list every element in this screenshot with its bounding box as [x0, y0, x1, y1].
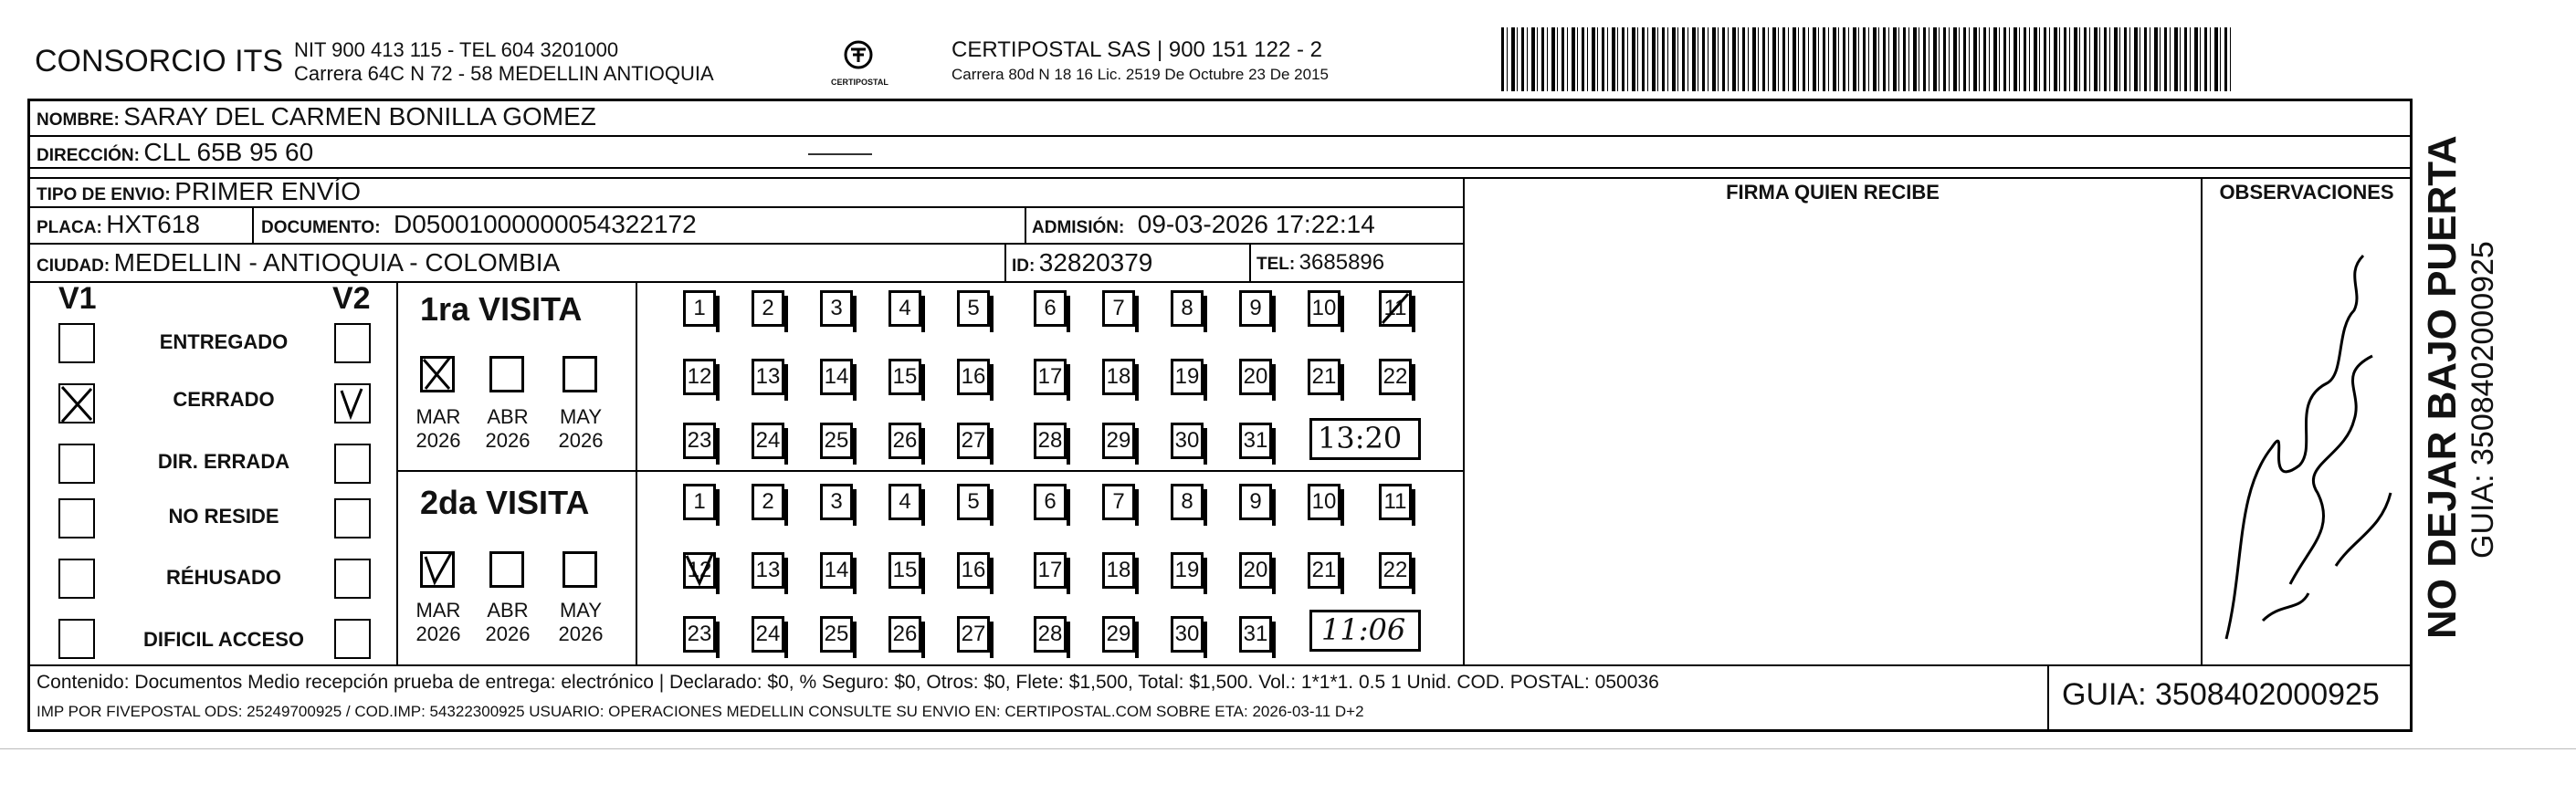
divider [1249, 243, 1251, 281]
documento-value: D05001000000054322172 [394, 210, 697, 238]
v2-checkbox-cerrado[interactable] [334, 383, 371, 423]
reason-no-reside: NO RESIDE [168, 505, 279, 528]
v2-checkbox-dir-errada[interactable] [334, 444, 371, 484]
first-visit-title: 1ra VISITA [420, 290, 583, 328]
first-visit-day-box[interactable]: 28 [1034, 423, 1067, 459]
second-visit-day-box[interactable]: 11 [1379, 484, 1412, 520]
first-visit-time-value: 13:20 [1318, 421, 1403, 455]
second-visit-day-box[interactable]: 26 [888, 616, 921, 653]
v2-checkbox-rehusado[interactable] [334, 559, 371, 599]
second-visit-day-box[interactable]: 20 [1239, 552, 1272, 589]
address-mark [808, 153, 872, 155]
tipo-value: PRIMER ENVÍO [174, 177, 362, 205]
month-label-mar-2: MAR 2026 [415, 599, 461, 645]
second-visit-day-box[interactable]: 17 [1034, 552, 1067, 589]
divider [27, 177, 2413, 179]
observaciones-header: OBSERVACIONES [2219, 181, 2394, 204]
first-visit-day-box[interactable]: 16 [957, 359, 990, 395]
first-visit-day-box[interactable]: 23 [683, 423, 716, 459]
side-guia: GUIA: 3508402000925 [2466, 241, 2500, 559]
divider [27, 206, 1465, 208]
id-label: ID: [1012, 256, 1036, 276]
v2-checkbox-entregado[interactable] [334, 323, 371, 363]
reason-entregado: ENTREGADO [159, 330, 289, 353]
first-visit-day-box[interactable]: 26 [888, 423, 921, 459]
divider [252, 206, 254, 243]
reason-cerrado: CERRADO [173, 388, 275, 411]
divider [1004, 243, 1006, 281]
second-visit-title: 2da VISITA [420, 484, 590, 521]
carrier-line: CERTIPOSTAL SAS | 900 151 122 - 2 [952, 37, 1322, 62]
first-visit-day-box[interactable]: 20 [1239, 359, 1272, 395]
month-box-mar-2[interactable] [420, 551, 455, 588]
first-visit-day-box[interactable]: 4 [888, 290, 921, 327]
reason-dificil-acceso: DIFICIL ACCESO [142, 628, 304, 651]
second-visit-day-box[interactable]: 6 [1034, 484, 1067, 520]
second-visit-day-box[interactable]: 4 [888, 484, 921, 520]
v1-checkbox-cerrado[interactable] [58, 383, 95, 423]
first-visit-day-box[interactable]: 18 [1102, 359, 1135, 395]
first-visit-day-box[interactable]: 3 [820, 290, 853, 327]
ciudad-row [37, 248, 560, 277]
second-visit-day-box[interactable]: 7 [1102, 484, 1135, 520]
second-visit-day-box[interactable]: 1 [683, 484, 716, 520]
second-visit-day-box[interactable]: 31 [1239, 616, 1272, 653]
first-visit-day-box[interactable]: 6 [1034, 290, 1067, 327]
v1-checkbox-no-reside[interactable] [58, 498, 95, 538]
second-visit-day-box[interactable]: 28 [1034, 616, 1067, 653]
second-visit-time-value: 11:06 [1321, 612, 1406, 647]
divider [398, 470, 1465, 472]
second-visit-day-box[interactable]: 12 [683, 552, 716, 589]
direccion-row [37, 138, 313, 167]
first-visit-day-box[interactable]: 2 [752, 290, 784, 327]
tel-row [1256, 250, 1384, 276]
second-visit-day-box[interactable]: 29 [1102, 616, 1135, 653]
second-visit-day-box[interactable]: 13 [752, 552, 784, 589]
reason-dir-errada: DIR. ERRADA [157, 450, 290, 473]
second-visit-day-box[interactable]: 3 [820, 484, 853, 520]
first-visit-day-box[interactable]: 21 [1308, 359, 1341, 395]
first-visit-time[interactable] [1309, 418, 1421, 460]
first-visit-day-box[interactable]: 13 [752, 359, 784, 395]
first-visit-day-box[interactable]: 22 [1379, 359, 1412, 395]
nombre-row [37, 102, 596, 131]
v2-checkbox-no-reside[interactable] [334, 498, 371, 538]
bottom-rule [0, 748, 2576, 749]
placa-label: PLACA: [37, 218, 102, 237]
v1-label: V1 [58, 281, 97, 316]
divider [2201, 177, 2203, 664]
first-visit-day-box[interactable]: 15 [888, 359, 921, 395]
first-visit-day-box[interactable]: 14 [820, 359, 853, 395]
second-visit-day-box[interactable]: 5 [957, 484, 990, 520]
month-box-may-1[interactable] [563, 356, 597, 392]
second-visit-day-box[interactable]: 16 [957, 552, 990, 589]
direccion-value: CLL 65B 95 60 [143, 138, 314, 166]
second-visit-day-box[interactable]: 24 [752, 616, 784, 653]
documento-row [261, 210, 697, 239]
first-visit-day-box[interactable]: 7 [1102, 290, 1135, 327]
divider [27, 167, 2413, 169]
first-visit-day-box[interactable]: 24 [752, 423, 784, 459]
first-visit-day-box[interactable]: 31 [1239, 423, 1272, 459]
month-label-abr-2: ABR 2026 [485, 599, 531, 645]
month-box-mar-1[interactable] [420, 356, 455, 392]
second-visit-day-box[interactable]: 18 [1102, 552, 1135, 589]
first-visit-day-box[interactable]: 8 [1171, 290, 1204, 327]
second-visit-day-box[interactable]: 30 [1171, 616, 1204, 653]
company-name: CONSORCIO ITS [35, 44, 284, 78]
divider [636, 281, 637, 664]
id-value: 32820379 [1038, 248, 1153, 277]
tipo-label: TIPO DE ENVIO: [37, 185, 171, 204]
first-visit-day-box[interactable]: 17 [1034, 359, 1067, 395]
nombre-label: NOMBRE: [37, 110, 120, 130]
first-visit-day-box[interactable]: 9 [1239, 290, 1272, 327]
reason-rehusado: RÉHUSADO [166, 566, 281, 589]
v2-checkbox-dificil-acceso[interactable] [334, 619, 371, 659]
v2-label: V2 [332, 281, 371, 316]
direccion-label: DIRECCIÓN: [37, 146, 140, 165]
v1-checkbox-dir-errada[interactable] [58, 444, 95, 484]
placa-row [37, 210, 200, 239]
divider [1025, 206, 1026, 243]
second-visit-day-box[interactable]: 23 [683, 616, 716, 653]
admision-row [1032, 210, 1375, 239]
admision-value: 09-03-2026 17:22:14 [1137, 210, 1375, 238]
barcode [1501, 27, 2232, 91]
first-visit-day-box[interactable]: 19 [1171, 359, 1204, 395]
second-visit-day-box[interactable]: 15 [888, 552, 921, 589]
footer-guia: GUIA: 3508402000925 [2062, 677, 2380, 712]
second-visit-day-box[interactable]: 10 [1308, 484, 1341, 520]
month-label-may-2: MAY 2026 [558, 599, 604, 645]
second-visit-day-box[interactable]: 19 [1171, 552, 1204, 589]
second-visit-day-box[interactable]: 25 [820, 616, 853, 653]
divider [1463, 177, 1465, 664]
first-visit-day-box[interactable]: 29 [1102, 423, 1135, 459]
documento-label: DOCUMENTO: [261, 218, 381, 237]
id-row [1012, 248, 1152, 277]
side-warning: NO DEJAR BAJO PUERTA [2420, 135, 2465, 639]
month-label-mar-1: MAR 2026 [415, 405, 461, 452]
company-nit: NIT 900 413 115 - TEL 604 3201000 [294, 38, 619, 61]
tel-value: 3685896 [1299, 250, 1385, 275]
first-visit-day-box[interactable]: 11 [1379, 290, 1412, 327]
month-label-abr-1: ABR 2026 [485, 405, 531, 452]
divider [27, 664, 2413, 666]
divider [396, 281, 398, 664]
carrier-address: Carrera 80d N 18 16 Lic. 2519 De Octubre 23 De 2015 [952, 66, 1329, 83]
second-visit-day-box[interactable]: 27 [957, 616, 990, 653]
month-box-abr-1[interactable] [489, 356, 524, 392]
first-visit-day-box[interactable]: 5 [957, 290, 990, 327]
second-visit-day-box[interactable]: 2 [752, 484, 784, 520]
certipostal-logo: CERTIPOSTAL [831, 35, 886, 89]
month-label-may-1: MAY 2026 [558, 405, 604, 452]
first-visit-day-box[interactable]: 30 [1171, 423, 1204, 459]
month-box-abr-2[interactable] [489, 551, 524, 588]
admision-label: ADMISIÓN: [1032, 218, 1125, 237]
second-visit-time[interactable] [1309, 610, 1421, 652]
ciudad-label: CIUDAD: [37, 256, 110, 276]
v1-checkbox-rehusado[interactable] [58, 559, 95, 599]
first-visit-day-box[interactable]: 25 [820, 423, 853, 459]
footer-print-line: IMP POR FIVEPOSTAL ODS: 25249700925 / COD.IMP: 54322300925 USUARIO: OPERACIONES MEDELLIN CONSULTE SU ENVIO EN: CERTIPOSTAL.COM SOBRE ETA: 2026-03-11 D+2 [37, 703, 1364, 720]
tel-label: TEL: [1256, 255, 1296, 274]
first-visit-day-box[interactable]: 27 [957, 423, 990, 459]
second-visit-day-box[interactable]: 14 [820, 552, 853, 589]
second-visit-day-box[interactable]: 21 [1308, 552, 1341, 589]
divider [27, 281, 1465, 283]
divider [2047, 664, 2049, 730]
month-box-may-2[interactable] [563, 551, 597, 588]
first-visit-day-box[interactable]: 12 [683, 359, 716, 395]
second-visit-day-box[interactable]: 9 [1239, 484, 1272, 520]
first-visit-day-box[interactable]: 1 [683, 290, 716, 327]
placa-value: HXT618 [106, 210, 200, 238]
divider [27, 135, 2413, 137]
second-visit-day-box[interactable]: 22 [1379, 552, 1412, 589]
tipo-row [37, 177, 361, 206]
nombre-value: SARAY DEL CARMEN BONILLA GOMEZ [123, 102, 596, 131]
observaciones-handwriting [2208, 219, 2409, 657]
second-visit-day-box[interactable]: 8 [1171, 484, 1204, 520]
first-visit-day-box[interactable]: 10 [1308, 290, 1341, 327]
v1-checkbox-dificil-acceso[interactable] [58, 619, 95, 659]
firma-header: FIRMA QUIEN RECIBE [1726, 181, 1940, 204]
v1-checkbox-entregado[interactable] [58, 323, 95, 363]
ciudad-value: MEDELLIN - ANTIOQUIA - COLOMBIA [113, 248, 561, 277]
footer-content-line: Contenido: Documentos Medio recepción prueba de entrega: electrónico | Declarado: $0, % Seguro: $0, Otros: $0, Flete: $1,500, Total: $1,500. Vol.: 1*1*1. 0.5 1 Unid. COD. POSTAL: 050036 [37, 672, 1659, 693]
company-address: Carrera 64C N 72 - 58 MEDELLIN ANTIOQUIA [294, 62, 714, 85]
